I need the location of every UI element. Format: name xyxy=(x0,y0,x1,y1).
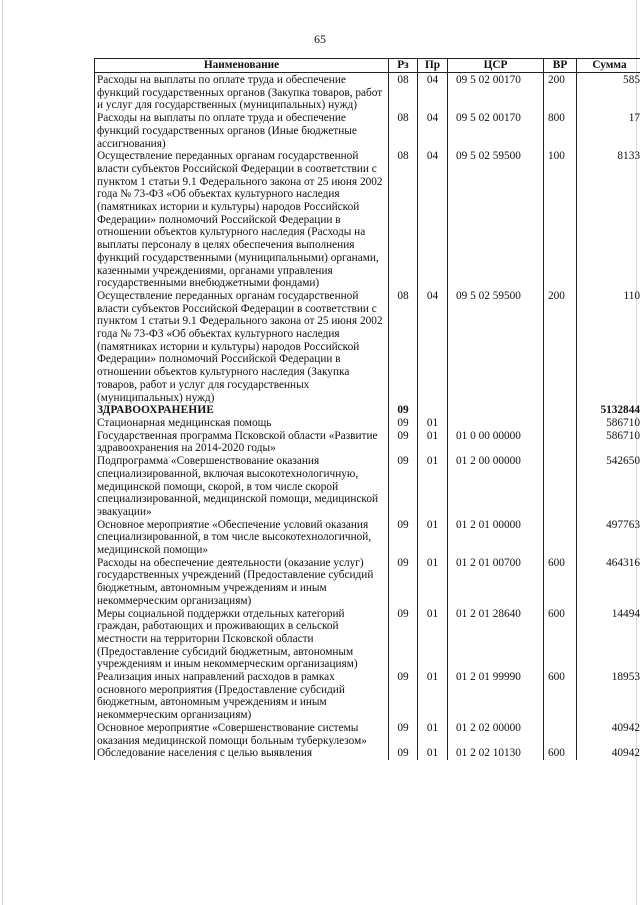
cell-sum: 585 xyxy=(577,73,640,113)
cell-pr: 01 xyxy=(418,417,448,430)
cell-rz: 09 xyxy=(389,671,418,722)
cell-name: Расходы на выплаты по оплате труда и обеспечение функций государственных органов (Закупка товаров, работ и услуг для государственных (муниципальных) нужд) xyxy=(95,73,389,113)
cell-csr: 01 2 01 00000 xyxy=(448,519,544,557)
cell-rz: 09 xyxy=(389,455,418,519)
cell-vr: 100 xyxy=(544,150,577,290)
cell-csr xyxy=(448,417,544,430)
cell-sum: 586710 xyxy=(577,417,640,430)
cell-csr: 09 5 02 59500 xyxy=(448,150,544,290)
table-row xyxy=(95,722,640,747)
table-row xyxy=(95,519,640,557)
cell-sum: 40942 xyxy=(577,722,640,747)
cell-rz: 08 xyxy=(389,290,418,404)
cell-sum: 8133 xyxy=(577,150,640,290)
table-row xyxy=(95,747,640,760)
cell-name: Реализация иных направлений расходов в рамках основного мероприятия (Предоставление субсидий бюджетным, автономным учреждениям и иным некоммерческим организациям) xyxy=(95,671,389,722)
scan-edge-left xyxy=(2,0,3,905)
cell-pr: 01 xyxy=(418,722,448,747)
cell-rz: 09 xyxy=(389,519,418,557)
cell-name: Осуществление переданных органам государственной власти субъектов Российской Федерации в соответствии с пунктом 1 статьи 9.1 Федерального закона от 25 июня 2002 года № 73-ФЗ «Об объектах культурного наследия (памятниках истории и культуры) народов Российской Федерации» полномочий Российской Федерации в отношении объектов культурного наследия (Закупка товаров, работ и услуг для государственных (муниципальных) нужд) xyxy=(95,290,389,404)
cell-name: Основное мероприятие «Обеспечение условий оказания специализированной, в том числе высокотехнологичной, медицинской помощи» xyxy=(95,519,389,557)
header-name: Наименование xyxy=(95,59,389,73)
cell-name: Расходы на выплаты по оплате труда и обеспечение функций государственных органов (Иные бюджетные ассигнования) xyxy=(95,112,389,150)
cell-rz: 09 xyxy=(389,430,418,455)
cell-vr xyxy=(544,404,577,417)
cell-csr: 01 2 00 00000 xyxy=(448,455,544,519)
cell-vr: 600 xyxy=(544,747,577,760)
cell-rz: 08 xyxy=(389,73,418,113)
cell-name: Осуществление переданных органам государственной власти субъектов Российской Федерации в соответствии с пунктом 1 статьи 9.1 Федерального закона от 25 июня 2002 года № 73-ФЗ «Об объектах культурного наследия (памятниках истории и культуры) народов Российской Федерации» полномочий Российской Федерации в отношении объектов культурного наследия (Расходы на выплаты персоналу в целях обеспечения выполнения функций государственными (муниципальными) органами, казенными учреждениями, органами управления государственными внебюджетными фондами) xyxy=(95,150,389,290)
cell-csr: 01 2 01 28640 xyxy=(448,608,544,672)
cell-csr: 01 2 01 99990 xyxy=(448,671,544,722)
header-sum: Сумма xyxy=(577,59,640,73)
cell-name: Подпрограмма «Совершенствование оказания специализированной, включая высокотехнологичную, медицинской помощи, скорой, в том числе скорой специализированной, медицинской помощи, медицинской эвакуации» xyxy=(95,455,389,519)
cell-csr: 01 0 00 00000 xyxy=(448,430,544,455)
table-row xyxy=(95,455,640,519)
cell-pr: 01 xyxy=(418,519,448,557)
cell-vr xyxy=(544,519,577,557)
table-row xyxy=(95,290,640,404)
header-vr: ВР xyxy=(544,59,577,73)
cell-pr: 01 xyxy=(418,608,448,672)
cell-pr: 04 xyxy=(418,150,448,290)
table-row xyxy=(95,73,640,113)
cell-rz: 09 xyxy=(389,417,418,430)
cell-sum: 17 xyxy=(577,112,640,150)
table-row xyxy=(95,557,640,608)
cell-sum: 110 xyxy=(577,290,640,404)
cell-rz: 09 xyxy=(389,557,418,608)
cell-csr: 01 2 02 10130 xyxy=(448,747,544,760)
cell-sum: 40942 xyxy=(577,747,640,760)
cell-pr: 01 xyxy=(418,455,448,519)
cell-name: Стационарная медицинская помощь xyxy=(95,417,389,430)
cell-pr: 04 xyxy=(418,112,448,150)
cell-name: Меры социальной поддержки отдельных категорий граждан, работающих и проживающих в сельской местности на территории Псковской области (Предоставление субсидий бюджетным, автономным учреждениям и иным некоммерческим организациям) xyxy=(95,608,389,672)
table-body xyxy=(95,73,640,760)
cell-sum: 497763 xyxy=(577,519,640,557)
cell-vr xyxy=(544,455,577,519)
section-row xyxy=(95,404,640,417)
page-number: 65 xyxy=(314,32,326,46)
header-row xyxy=(95,59,640,73)
cell-pr: 01 xyxy=(418,557,448,608)
cell-sum: 464316 xyxy=(577,557,640,608)
cell-vr: 600 xyxy=(544,608,577,672)
header-rz: Рз xyxy=(389,59,418,73)
table-row xyxy=(95,150,640,290)
cell-pr: 01 xyxy=(418,430,448,455)
cell-pr: 01 xyxy=(418,671,448,722)
cell-csr: 09 5 02 00170 xyxy=(448,73,544,113)
cell-rz: 09 xyxy=(389,722,418,747)
cell-vr xyxy=(544,722,577,747)
cell-sum: 18953 xyxy=(577,671,640,722)
cell-vr: 200 xyxy=(544,290,577,404)
cell-csr: 09 5 02 00170 xyxy=(448,112,544,150)
cell-rz: 08 xyxy=(389,150,418,290)
cell-name: Основное мероприятие «Совершенствование системы оказания медицинской помощи больным туберкулезом» xyxy=(95,722,389,747)
cell-rz: 09 xyxy=(389,747,418,760)
cell-pr xyxy=(418,404,448,417)
table-row xyxy=(95,417,640,430)
table-row xyxy=(95,112,640,150)
cell-name: Расходы на обеспечение деятельности (оказание услуг) государственных учреждений (Предоставление субсидий бюджетным, автономным учреждениям и иным некоммерческим организациям) xyxy=(95,557,389,608)
cell-pr: 04 xyxy=(418,290,448,404)
cell-rz: 08 xyxy=(389,112,418,150)
cell-csr: 01 2 01 00700 xyxy=(448,557,544,608)
budget-table xyxy=(94,58,640,760)
cell-csr: 01 2 02 00000 xyxy=(448,722,544,747)
cell-rz: 09 xyxy=(389,608,418,672)
cell-vr xyxy=(544,430,577,455)
cell-csr xyxy=(448,404,544,417)
cell-vr xyxy=(544,417,577,430)
cell-sum: 14494 xyxy=(577,608,640,672)
table-header xyxy=(95,59,640,73)
cell-sum: 542650 xyxy=(577,455,640,519)
cell-name: Государственная программа Псковской области «Развитие здравоохранения на 2014-2020 годы» xyxy=(95,430,389,455)
cell-pr: 04 xyxy=(418,73,448,113)
cell-name: ЗДРАВООХРАНЕНИЕ xyxy=(95,404,389,417)
cell-vr: 600 xyxy=(544,557,577,608)
cell-sum: 5132844 xyxy=(577,404,640,417)
cell-name: Обследование населения с целью выявления xyxy=(95,747,389,760)
cell-csr: 09 5 02 59500 xyxy=(448,290,544,404)
header-pr: Пр xyxy=(418,59,448,73)
cell-vr: 600 xyxy=(544,671,577,722)
header-csr: ЦСР xyxy=(448,59,544,73)
table-row xyxy=(95,430,640,455)
cell-vr: 800 xyxy=(544,112,577,150)
table-row xyxy=(95,671,640,722)
cell-vr: 200 xyxy=(544,73,577,113)
cell-sum: 586710 xyxy=(577,430,640,455)
cell-rz: 09 xyxy=(389,404,418,417)
cell-pr: 01 xyxy=(418,747,448,760)
table-row xyxy=(95,608,640,672)
